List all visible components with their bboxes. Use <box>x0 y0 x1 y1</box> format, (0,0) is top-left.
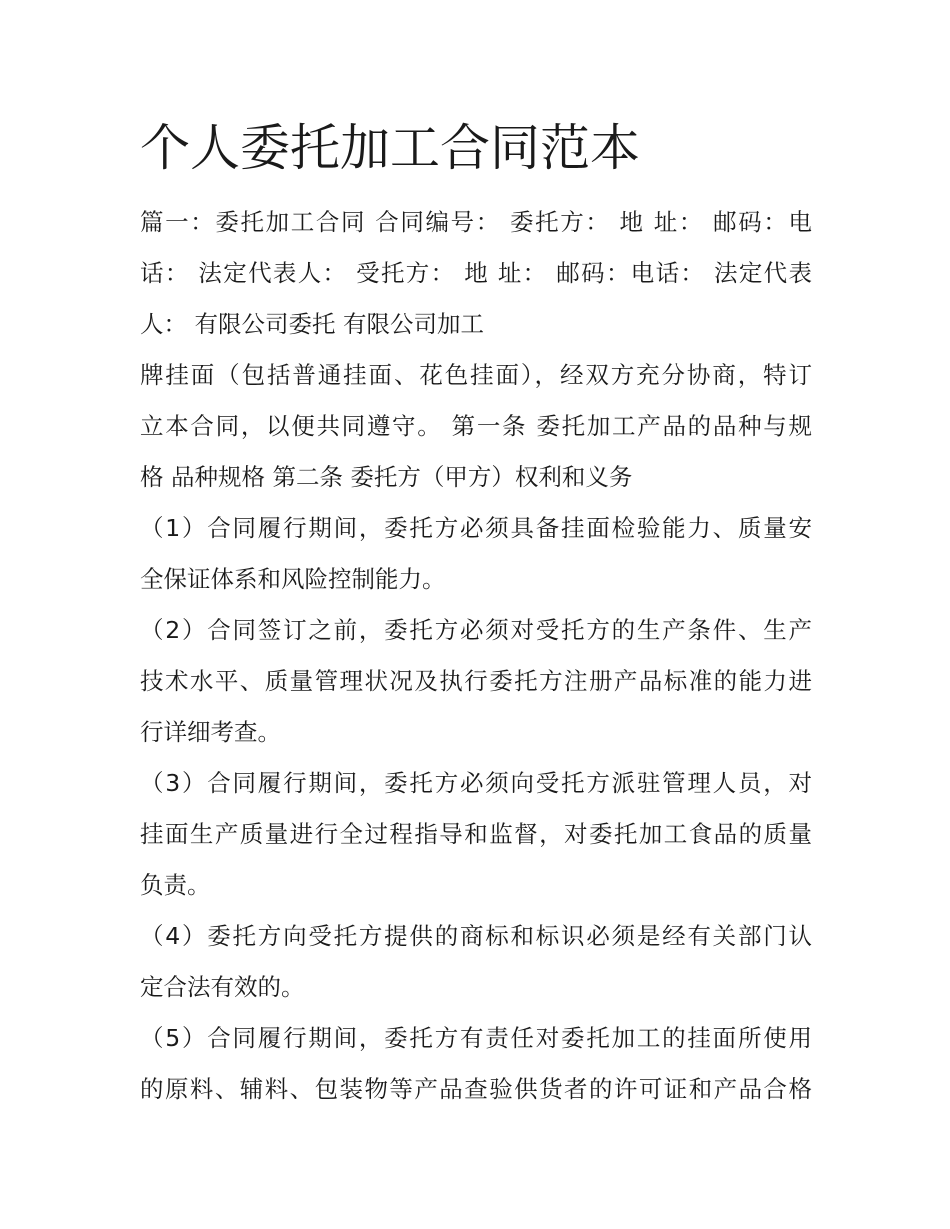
body-line: 全保证体系和风险控制能力。 <box>140 565 446 593</box>
body-line: 格 品种规格 第二条 委托方（甲方）权利和义务 <box>140 463 633 491</box>
body-line: （5）合同履行期间，委托方有责任对委托加工的挂面所使用 <box>140 1024 812 1052</box>
document-body <box>140 197 812 1115</box>
body-line: （3）合同履行期间，委托方必须向受托方派驻管理人员，对 <box>140 769 812 797</box>
body-line: 定合法有效的。 <box>140 973 305 1001</box>
body-line: 人： 有限公司委托 有限公司加工 <box>140 310 484 338</box>
body-line: 行详细考查。 <box>140 718 281 746</box>
body-line: 的原料、辅料、包装物等产品查验供货者的许可证和产品合格 <box>140 1075 812 1103</box>
body-line: 话： 法定代表人： 受托方： 地 址： 邮码：电话： 法定代表 <box>140 259 812 287</box>
body-line: 篇一：委托加工合同 合同编号： 委托方： 地 址： 邮码：电 <box>140 208 812 236</box>
body-line: 牌挂面（包括普通挂面、花色挂面），经双方充分协商，特订 <box>140 361 812 389</box>
body-line: （2）合同签订之前，委托方必须对受托方的生产条件、生产 <box>140 616 812 644</box>
body-line: 负责。 <box>140 871 211 899</box>
body-line: （1）合同履行期间，委托方必须具备挂面检验能力、质量安 <box>140 514 812 542</box>
body-line: 技术水平、质量管理状况及执行委托方注册产品标准的能力进 <box>140 667 812 695</box>
body-line: （4）委托方向受托方提供的商标和标识必须是经有关部门认 <box>140 922 812 950</box>
body-line: 立本合同，以便共同遵守。 第一条 委托加工产品的品种与规 <box>140 412 812 440</box>
body-line: 挂面生产质量进行全过程指导和监督，对委托加工食品的质量 <box>140 820 812 848</box>
document-title: 个人委托加工合同范本 <box>140 119 640 177</box>
